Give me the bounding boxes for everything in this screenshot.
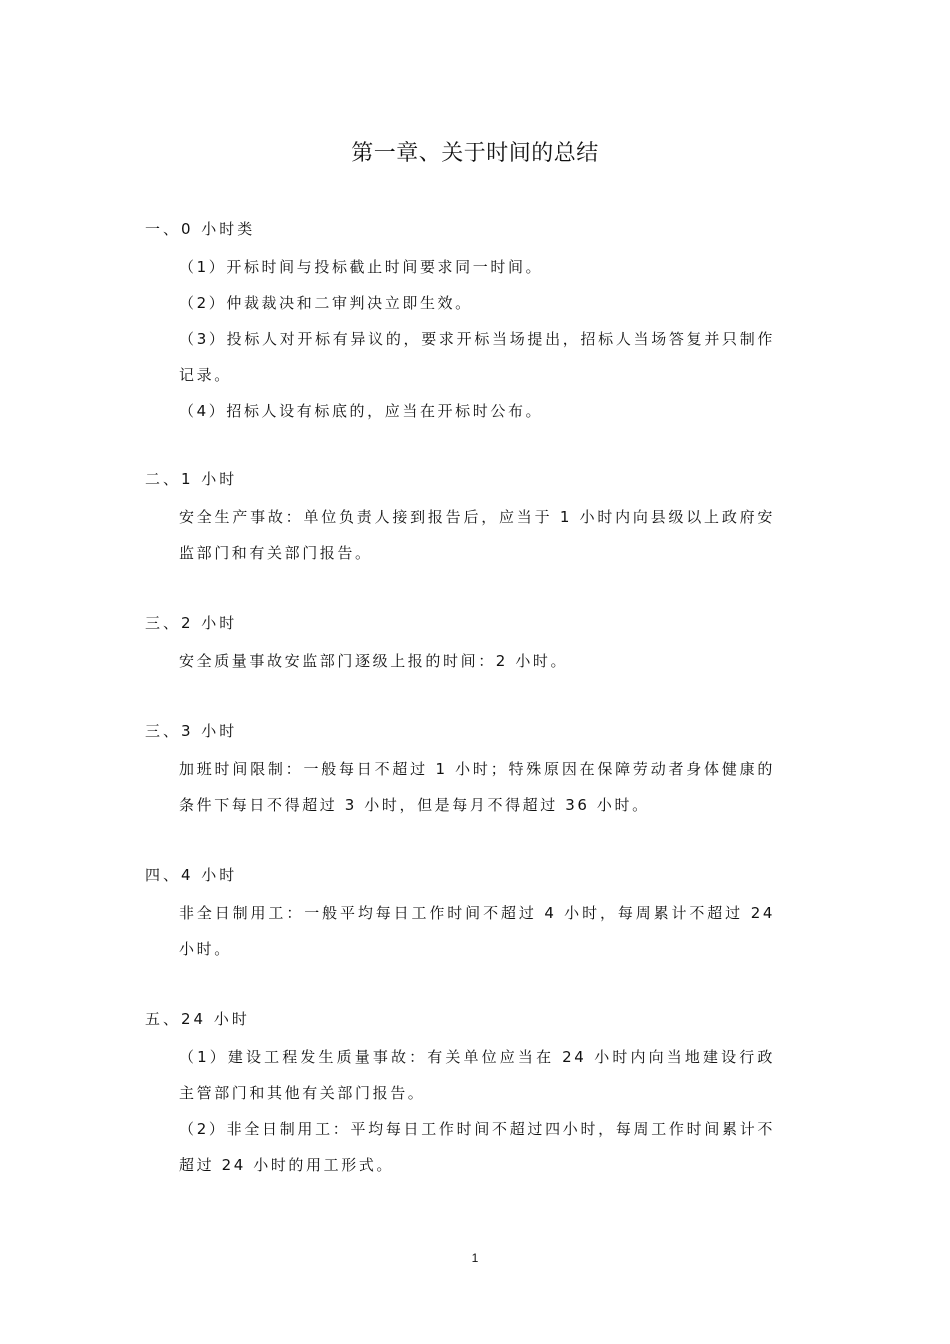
- list-item: （2）仲裁裁决和二审判决立即生效。: [179, 294, 473, 312]
- list-item: （1）建设工程发生质量事故：有关单位应当在 24 小时内向当地建设行政主管部门和其他有关部门报告。: [179, 1048, 775, 1102]
- section-24-hours: [145, 1007, 785, 1183]
- section-heading: 二、1 小时: [145, 470, 238, 488]
- section-3-hours: [145, 719, 785, 823]
- section-0-hours: [145, 217, 785, 429]
- section-1-hour: [145, 467, 785, 571]
- section-heading: 三、2 小时: [145, 614, 238, 632]
- section-heading: 五、24 小时: [145, 1010, 250, 1028]
- section-text: 加班时间限制：一般每日不超过 1 小时；特殊原因在保障劳动者身体健康的条件下每日不得超过 3 小时，但是每月不得超过 36 小时。: [179, 760, 775, 814]
- section-4-hours: [145, 863, 785, 967]
- section-text: 安全生产事故：单位负责人接到报告后，应当于 1 小时内向县级以上政府安监部门和有关部门报告。: [179, 508, 775, 562]
- list-item: （2）非全日制用工：平均每日工作时间不超过四小时，每周工作时间累计不超过 24 小时的用工形式。: [179, 1120, 775, 1174]
- section-heading: 一、0 小时类: [145, 220, 256, 238]
- page-title: 第一章、关于时间的总结: [351, 141, 599, 166]
- section-heading: 四、4 小时: [145, 866, 238, 884]
- section-2-hours: [145, 611, 785, 679]
- section-text: 非全日制用工：一般平均每日工作时间不超过 4 小时，每周累计不超过 24 小时。: [179, 904, 775, 958]
- page-number: 1: [471, 1251, 479, 1265]
- section-text: 安全质量事故安监部门逐级上报的时间：2 小时。: [179, 652, 569, 670]
- list-item: （4）招标人设有标底的，应当在开标时公布。: [179, 402, 544, 420]
- section-heading: 三、3 小时: [145, 722, 238, 740]
- list-item: （1）开标时间与投标截止时间要求同一时间。: [179, 258, 544, 276]
- list-item: （3）投标人对开标有异议的，要求开标当场提出，招标人当场答复并只制作记录。: [179, 330, 775, 384]
